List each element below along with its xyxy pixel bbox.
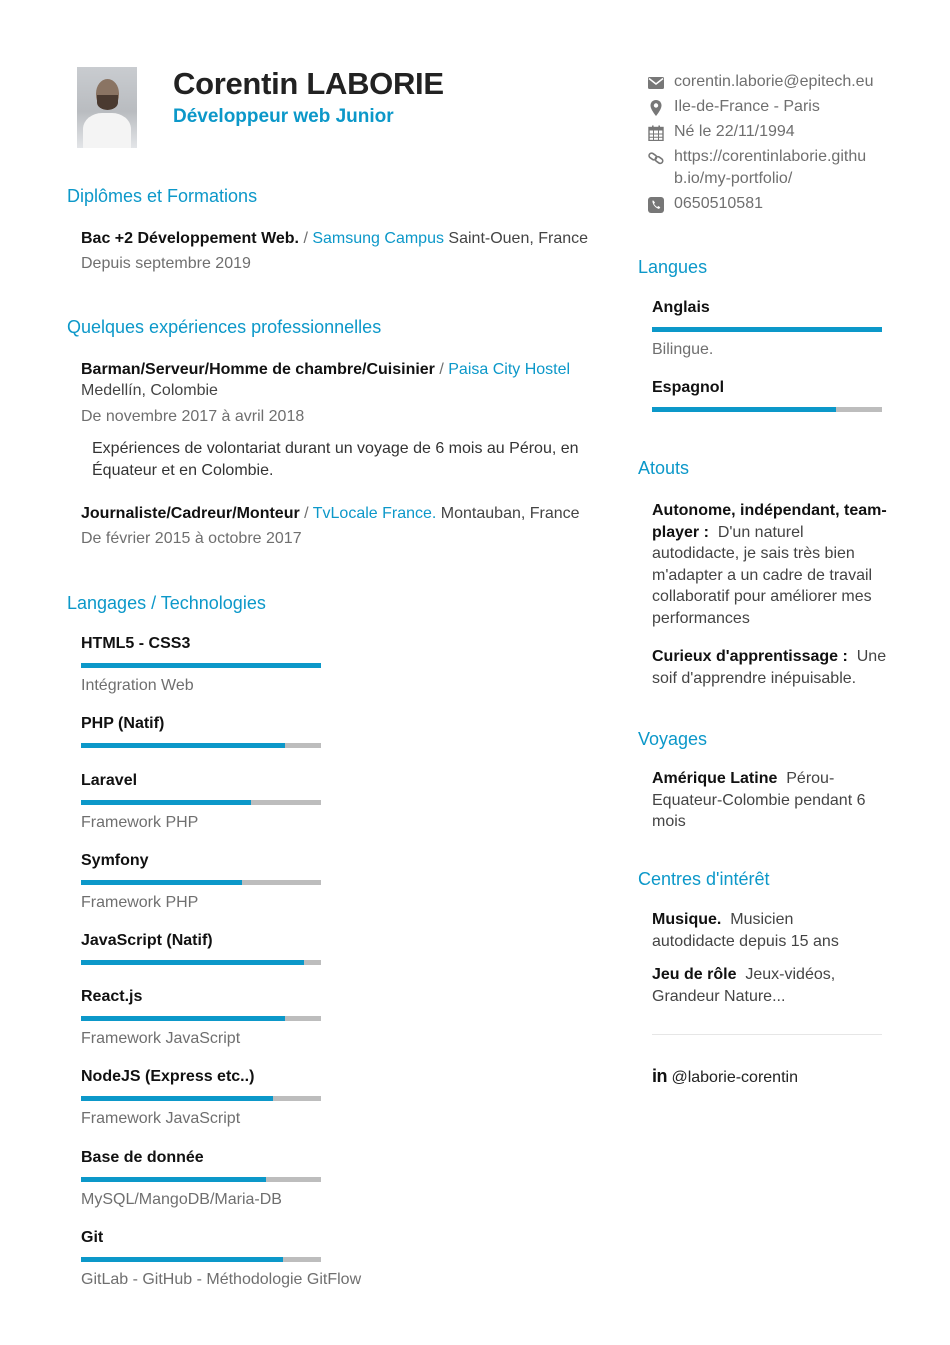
skill-description: Framework PHP	[81, 814, 199, 831]
skill-level-bar	[81, 663, 321, 668]
interest-label: Jeu de rôle	[652, 966, 737, 983]
interest-label: Musique.	[652, 911, 722, 928]
education-item	[81, 228, 588, 250]
travel-text: mois	[652, 813, 686, 830]
experience-role: Journaliste/Cadreur/Monteur	[81, 505, 300, 522]
strength-text: m'adapter a un cadre de travail	[652, 566, 873, 584]
skill-description: MySQL/MangoDB/Maria-DB	[81, 1191, 282, 1208]
skill-level-bar	[81, 880, 321, 885]
skill-name: Git	[81, 1229, 104, 1246]
separator: /	[299, 505, 313, 522]
travel-section-title: Voyages	[638, 729, 708, 749]
languages-section-title: Langues	[638, 257, 708, 277]
school-place: Saint-Ouen, France	[443, 230, 589, 247]
strength-text: soif d'apprendre inépuisable.	[652, 669, 857, 687]
interest-text: Jeux-vidéos,	[745, 966, 836, 983]
interests-section-title: Centres d'intérêt	[638, 869, 770, 889]
phone-text[interactable]: 0650510581	[674, 195, 763, 212]
map-pin-icon	[648, 100, 664, 116]
skill-level-fill	[81, 960, 304, 965]
envelope-icon	[648, 75, 664, 91]
experience-description-line: Expériences de volontariat durant un voyage de 6 mois au Pérou, en	[92, 440, 579, 457]
skill-level-fill	[81, 880, 242, 885]
school-name: Samsung Campus	[312, 230, 444, 247]
profile-photo	[77, 67, 137, 148]
skill-level-bar	[81, 1016, 321, 1021]
separator: /	[299, 230, 313, 247]
language-level-fill	[652, 407, 836, 412]
language-level-bar	[652, 407, 882, 412]
interest-item-1	[652, 909, 892, 952]
linkedin-link[interactable]	[652, 1066, 798, 1087]
skill-level-fill	[81, 1096, 273, 1101]
strength-text: autodidacte, je sais très bien	[652, 545, 855, 562]
experience-description	[92, 438, 579, 481]
skill-level-fill	[81, 800, 251, 805]
skill-name: Symfony	[81, 852, 149, 869]
skill-level-bar	[81, 743, 321, 748]
experience-company: TvLocale France.	[312, 505, 437, 522]
location-text: Ile-de-France - Paris	[674, 98, 820, 115]
travel-item	[652, 768, 892, 833]
experience-item-1	[81, 359, 570, 381]
interest-text: Grandeur Nature...	[652, 987, 786, 1005]
strength-text: collaboratif pour améliorer mes	[652, 588, 872, 605]
skill-name: Base de donnée	[81, 1149, 204, 1166]
candidate-name: Corentin LABORIE	[173, 66, 444, 101]
strength-item-2	[652, 646, 892, 689]
phone-icon	[648, 197, 664, 213]
email-text[interactable]: corentin.laborie@epitech.eu	[674, 73, 874, 90]
strength-text: Une	[856, 648, 887, 665]
job-title: Développeur web Junior	[173, 106, 394, 127]
experience-section-title: Quelques expériences professionnelles	[67, 317, 382, 337]
skill-name: React.js	[81, 988, 143, 1005]
strength-item-1	[652, 500, 892, 629]
experience-description-line: Équateur et en Colombie.	[92, 461, 274, 479]
experience-place: Montauban, France	[436, 505, 580, 522]
travel-text: Pérou-	[786, 770, 835, 787]
travel-text: Equateur-Colombie pendant 6	[652, 791, 866, 809]
interest-text: Musicien	[730, 911, 794, 928]
strength-label: Curieux d'apprentissage :	[652, 648, 848, 665]
skill-description: Framework PHP	[81, 894, 199, 911]
experience-place: Medellín, Colombie	[81, 382, 218, 399]
experience-company: Paisa City Hostel	[448, 361, 571, 378]
skills-section-title: Langages / Technologies	[67, 593, 266, 613]
linkedin-handle[interactable]: @laborie-corentin	[671, 1069, 798, 1086]
travel-label: Amérique Latine	[652, 770, 778, 787]
skill-level-bar	[81, 1096, 321, 1101]
education-section-title: Diplômes et Formations	[67, 186, 258, 206]
skill-description: Framework JavaScript	[81, 1110, 241, 1127]
language-description: Bilingue.	[652, 341, 714, 358]
education-date: Depuis septembre 2019	[81, 255, 251, 272]
interest-item-2	[652, 964, 892, 1007]
skill-name: NodeJS (Express etc..)	[81, 1068, 255, 1085]
experience-item-2	[81, 503, 580, 525]
website-text-line1[interactable]: https://corentinlaborie.githu	[674, 148, 867, 165]
calendar-icon	[648, 125, 664, 141]
strength-label: player :	[652, 523, 709, 541]
skill-level-bar	[81, 800, 321, 805]
skill-level-fill	[81, 743, 285, 748]
skill-name: PHP (Natif)	[81, 715, 165, 732]
strength-text: performances	[652, 609, 750, 627]
language-name: Anglais	[652, 299, 710, 316]
skill-level-bar	[81, 1177, 321, 1182]
experience-date: De février 2015 à octobre 2017	[81, 530, 302, 547]
degree-name: Bac +2 Développement Web.	[81, 230, 299, 247]
skill-name: JavaScript (Natif)	[81, 932, 213, 949]
skill-name: Laravel	[81, 772, 138, 789]
language-level-bar	[652, 327, 882, 332]
skill-level-bar	[81, 960, 321, 965]
experience-role: Barman/Serveur/Homme de chambre/Cuisinier	[81, 361, 435, 378]
website-text-line2[interactable]: b.io/my-portfolio/	[674, 170, 793, 187]
skill-description: Intégration Web	[81, 677, 194, 694]
interest-text: autodidacte depuis 15 ans	[652, 932, 839, 950]
skill-level-fill	[81, 1257, 283, 1262]
separator: /	[434, 361, 449, 378]
experience-date: De novembre 2017 à avril 2018	[81, 408, 305, 425]
strength-text: D'un naturel	[717, 523, 804, 541]
skill-description: Framework JavaScript	[81, 1030, 241, 1047]
linkedin-icon: in	[652, 1066, 667, 1086]
skill-description: GitLab - GitHub - Méthodologie GitFlow	[81, 1271, 362, 1288]
strength-label: Autonome, indépendant, team-	[652, 502, 887, 519]
divider	[652, 1034, 882, 1035]
language-name: Espagnol	[652, 379, 725, 396]
skill-level-fill	[81, 1016, 285, 1021]
language-level-fill	[652, 327, 882, 332]
skill-level-bar	[81, 1257, 321, 1262]
skill-name: HTML5 - CSS3	[81, 635, 191, 652]
strengths-section-title: Atouts	[638, 458, 690, 478]
birth-text: Né le 22/11/1994	[674, 123, 795, 140]
link-icon	[648, 150, 664, 166]
skill-level-fill	[81, 663, 321, 668]
skill-level-fill	[81, 1177, 266, 1182]
